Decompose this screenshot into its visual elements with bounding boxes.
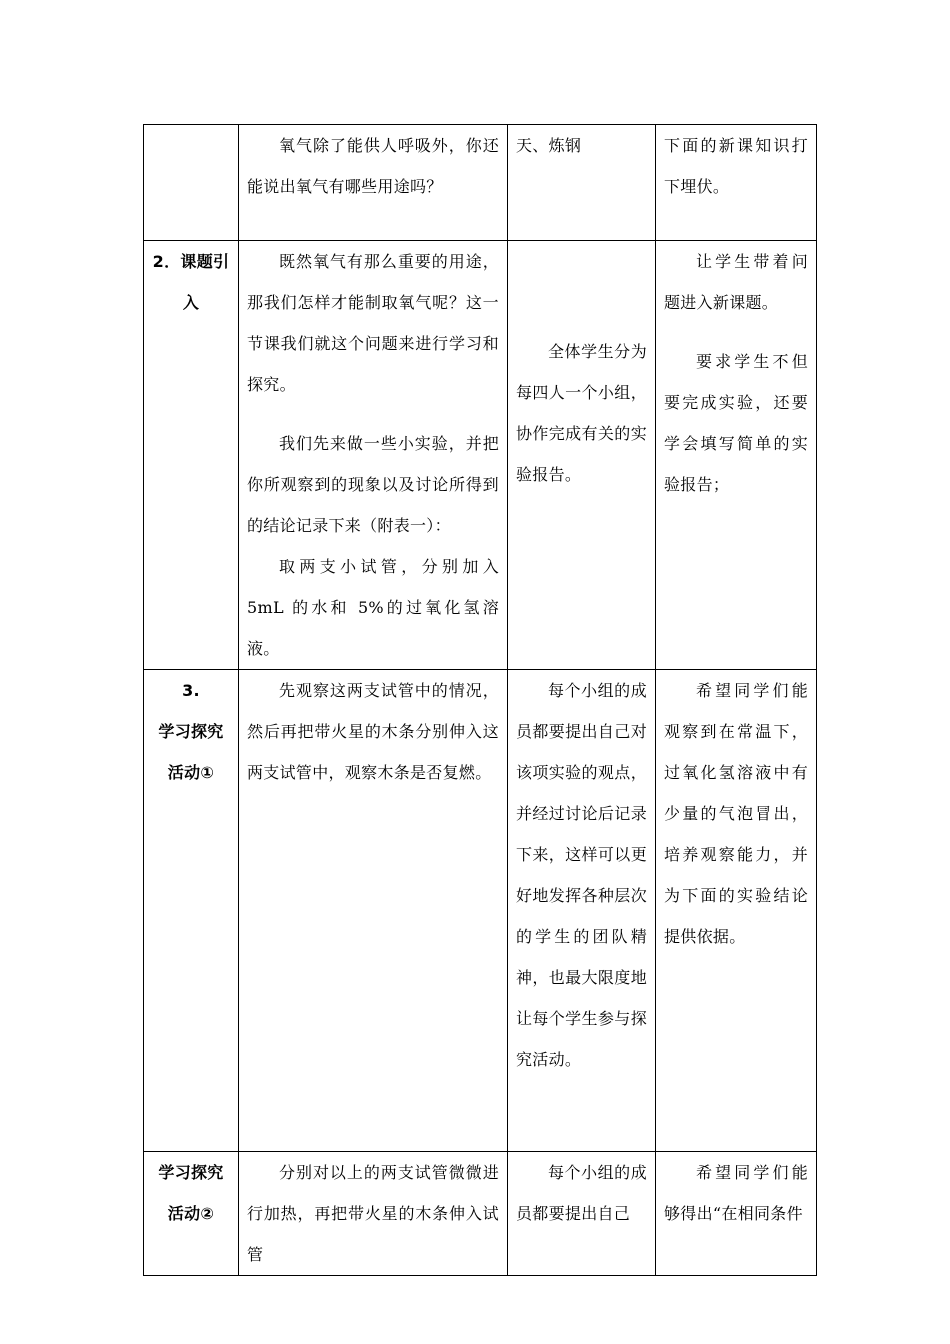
teacher-text: 先观察这两支试管中的情况，然后再把带火星的木条分别伸入这两支试管中，观察木条是否复燃。	[247, 681, 499, 782]
student-text: 每个小组的成员都要提出自己	[516, 1163, 647, 1223]
table-row	[144, 1152, 817, 1276]
intent-text: 让学生带着问题进入新课题。	[664, 252, 808, 312]
stage-label-line: 活动②	[167, 1204, 215, 1223]
teacher-activity-cell	[239, 670, 508, 1152]
intent-text: 希望同学们能观察到在常温下，过氧化氢溶液中有少量的气泡冒出，培养观察能力，并为下面的实验结论提供依据。	[664, 681, 808, 946]
student-activity-cell	[508, 241, 656, 670]
student-text: 天、炼钢	[516, 136, 582, 155]
table-row	[144, 670, 817, 1152]
intent-text: 要求学生不但要完成实验，还要学会填写简单的实验报告；	[664, 352, 808, 494]
student-text: 全体学生分为每四人一个小组，协作完成有关的实验报告。	[516, 342, 647, 484]
student-text: 每个小组的成员都要提出自己对该项实验的观点，并经过讨论后记录下来，这样可以更好地发挥各种层次的学生的团队精神，也最大限度地让每个学生参与探究活动。	[516, 681, 647, 1069]
teacher-text: 氧气除了能供人呼吸外，你还能说出氧气有哪些用途吗？	[247, 136, 499, 196]
teacher-activity-cell	[239, 125, 508, 241]
teacher-text: 我们先来做一些小实验，并把你所观察到的现象以及讨论所得到的结论记录下来（附表一）：	[247, 434, 499, 535]
stage-cell	[144, 1152, 239, 1276]
student-activity-cell	[508, 1152, 656, 1276]
stage-cell: 2．课题引入	[144, 241, 239, 670]
design-intent-cell	[656, 241, 817, 670]
design-intent-cell	[656, 1152, 817, 1276]
intent-text: 下面的新课知识打下埋伏。	[664, 136, 808, 196]
stage-label-line: 活动①	[167, 763, 215, 782]
student-activity-cell	[508, 670, 656, 1152]
stage-cell	[144, 670, 239, 1152]
teacher-text: 分别对以上的两支试管微微进行加热，再把带火星的木条伸入试管	[247, 1163, 499, 1264]
stage-label-line: 3.	[182, 681, 200, 700]
lesson-plan-table	[143, 124, 817, 1276]
teacher-activity-cell	[239, 241, 508, 670]
stage-cell	[144, 125, 239, 241]
design-intent-cell	[656, 125, 817, 241]
design-intent-cell	[656, 670, 817, 1152]
teacher-activity-cell	[239, 1152, 508, 1276]
table-row	[144, 125, 817, 241]
student-activity-cell	[508, 125, 656, 241]
intent-text: 希望同学们能够得出“在相同条件	[664, 1163, 808, 1223]
teacher-text: 取两支小试管，分别加入 5mL 的水和 5%的过氧化氢溶液。	[247, 557, 499, 658]
stage-label-line: 学习探究	[158, 722, 224, 741]
stage-label-line: 学习探究	[158, 1163, 224, 1182]
table-row	[144, 241, 817, 670]
teacher-text: 既然氧气有那么重要的用途，那我们怎样才能制取氧气呢？这一节课我们就这个问题来进行学习和探究。	[247, 252, 499, 394]
